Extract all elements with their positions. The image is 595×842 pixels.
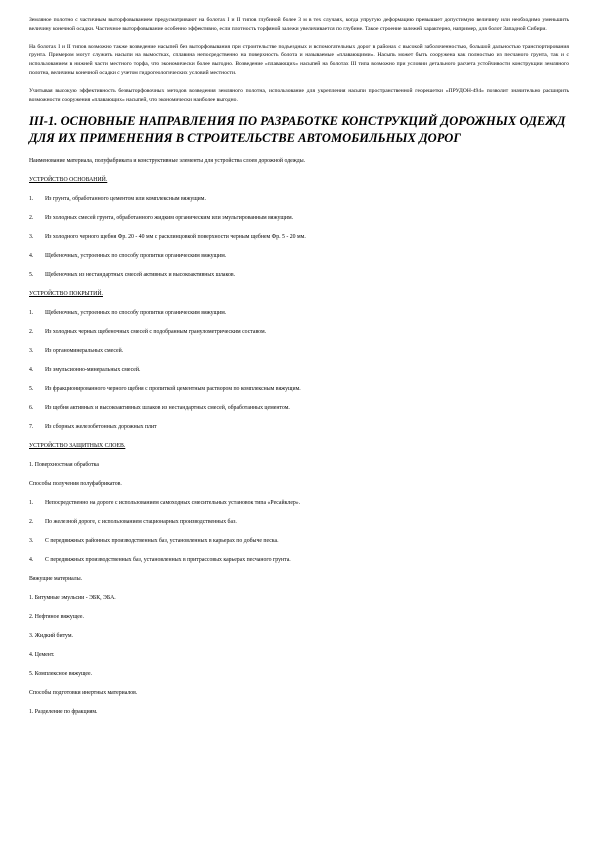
list-item: 5. Из фракционированного черного щебня с пропиткой цементным раствором по комплексным вяжущим. [29, 386, 301, 393]
binders-title: Вяжущие материалы. [29, 576, 83, 583]
list-item: 1. Битумные эмульсии - ЭБК, ЭБА. [29, 595, 116, 602]
list-item: 2. Из холодных смесей грунта, обработанного жидким органическим или эмульгированным вяжущим. [29, 215, 294, 222]
list-item: 4. Цемент. [29, 652, 55, 659]
base-title: УСТРОЙСТВО ОСНОВАНИЙ. [29, 177, 108, 184]
list-item: 4. Из эмульсионно-минеральных смесей. [29, 367, 141, 374]
semi-title: Способы получения полуфабрикатов. [29, 481, 122, 488]
list-item: 4. С передвижных производственных баз, установленных в притрассовых карьерах песчаного грунта. [29, 557, 291, 564]
list-item: 5. Щебеночных из нестандартных смесей активных и высокоактивных шлаков. [29, 272, 236, 279]
list-item: 6. Из щебня активных и высокоактивных шлаков из нестандартных смесей, обработанных цементом. [29, 405, 290, 412]
list-item: 1. Из грунта, обработанного цементом или комплексным вяжущим. [29, 196, 206, 203]
paragraph-2: На болотах I и II типов возможно также возведение насыпей без выторфовывания при строительстве подъездных и вспомогательных дорог в районах с высокой заболоченностью, большой дальностью транспортирования грунта. Примером могут служить насыпи на вымостках, сплавина непосредственно на поверхность болота и называемые «плавающими». Насыпь может быть сооружена как полностью из песчаного грунта, так и с использованием в нижней части местного торфа, что экономически более выгодно. Возведение «плавающих» насыпей на болотах III типа возможно при условии детального расчета устойчивости конструкции земляного полотна, величины конечной осадки с учетом гидрогеологических условий местности. [29, 43, 569, 76]
list-item: 7. Из сборных железобетонных дорожных плит [29, 424, 157, 431]
list-item: 5. Комплексное вяжущее. [29, 671, 93, 678]
list-item: 2. Из холодных черных щебеночных смесей с подобранным гранулометрическим составом. [29, 329, 267, 336]
list-item: 3. Из холодного черного щебня Фр. 20 - 40 мм с расклинцовкой поверхности черным щебнем Фр. 5 - 20 мм. [29, 234, 306, 241]
list-item: 4. Щебеночных, устроенных по способу пропитки органическим вяжущим. [29, 253, 227, 260]
base-list [29, 195, 569, 279]
list-item: 2. Нефтяное вяжущее. [29, 614, 84, 621]
list-item: 3. С передвижных районных производственных баз, установленных в карьерах по добыче песка. [29, 538, 279, 545]
intro-text: Наименование материала, полуфабриката и конструктивные элементы для устройства слоев дорожной одежды. [29, 158, 306, 165]
semi-list [29, 499, 569, 564]
protect-title: УСТРОЙСТВО ЗАЩИТНЫХ СЛОЕВ. [29, 443, 126, 450]
list-item: 1. Щебеночных, устроенных по способу пропитки органическим вяжущим. [29, 310, 227, 317]
paragraph-3: Учитывая высокую эффективность безвыторфовочных методов возведения земляного полотна, использование для укрепления насыпи пространственной георешетки «ПРУДОН-494» позволит значительно расширить возможности сооружения «плавающих» насыпей, что экономически наиболее выгодно. [29, 87, 569, 103]
document-page [29, 16, 569, 727]
paragraph-1: Земляное полотно с частичным выторфовыванием предусматривают на болотах I и II типов глубиной более 3 м в тех случаях, когда упругую деформацию превышает допустимую величину или необходимо уменьшить величину конечной осадки. Частичное выторфовывание особенно эффективно, если плотность торфяной залежи увеличивается по глубине. Такое строение залежей характерно, например, для болот Западной Сибири. [29, 17, 569, 32]
list-item: 1. Разделение по фракциям. [29, 709, 98, 716]
list-item: 3. Из органоминеральных смесей. [29, 348, 124, 355]
list-item: 2. По железной дороге, с использованием стационарных производственных баз. [29, 519, 237, 526]
binders-list [29, 594, 569, 678]
protect-item: 1. Поверхностная обработка [29, 462, 99, 469]
cover-list [29, 309, 569, 431]
list-item: 3. Жидкий битум. [29, 633, 73, 640]
section-heading: III-1. ОСНОВНЫЕ НАПРАВЛЕНИЯ ПО РАЗРАБОТКЕ КОНСТРУКЦИЙ ДОРОЖНЫХ ОДЕЖД ДЛЯ ИХ ПРИМЕНЕНИЯ В СТРОИТЕЛЬСТВЕ АВТОМОБИЛЬНЫХ ДОРОГ [29, 114, 566, 146]
inert-title: Способы подготовки инертных материалов. [29, 690, 138, 697]
cover-title: УСТРОЙСТВО ПОКРЫТИЙ. [29, 291, 103, 298]
list-item: 1. Непосредственно на дороге с использованием самоходных смесительных установок типа «Ресайклер». [29, 500, 301, 507]
